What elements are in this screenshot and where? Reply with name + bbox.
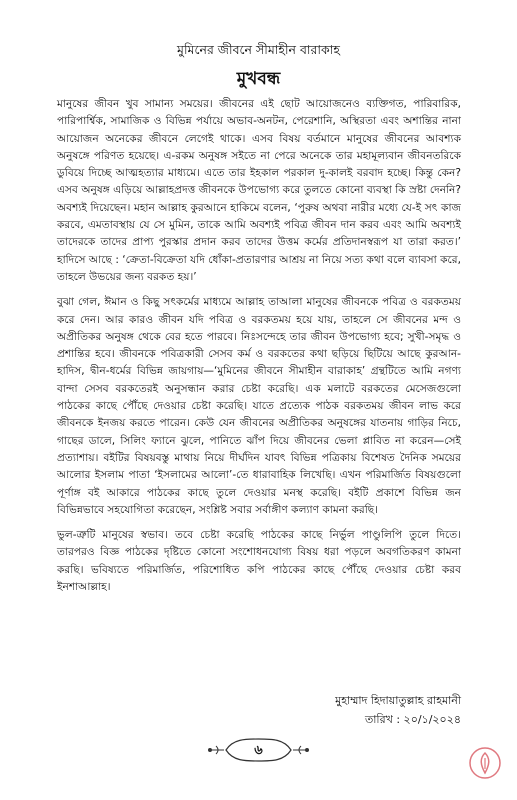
signature-date: তারিখ : ২০/১/২০২৪ <box>364 713 461 726</box>
page-number: ৬ <box>254 743 263 758</box>
paragraph-1: মানুষের জীবন খুব সামান্য সময়ের। জীবনের এই ছোট আয়োজনেও ব্যক্তিগত, পারিবারিক, পারিপার্শ্বিক, সামাজিক ও বিভিন্ন পর্যায়ে অভাব-অনটন, পেরেশানি, অস্থিরতা এবং অশান্তির নানা আয়োজন অনেকের জীবনে লেগেই থাকে। এসব বিষয় বর্তমানে মানুষের জীবনের আবশ্যক অনুষঙ্গে পরিণত হয়েছে। এ-রকম অনুষঙ্গ সইতে না পেরে অনেকে তার মহামূল্যবান জীবনতরিকে ডুবিয়ে দিচ্ছে আত্মহত্যার মাধ্যমে। এতে তার ইহকাল পরকাল দু-কালই বরবাদ হচ্ছে। কিন্তু কেন? এসব অনুষঙ্গ এড়িয়ে আল্লাহপ্রদত্ত জীবনকে উপভোগ্য করে তুলতে কোনো ব্যবস্থা কি স্রষ্টা দেননি? অবশ্যই দিয়েছেন। মহান আল্লাহ কুরআনে হাকিমে বলেন, ‘পুরুষ অথবা নারীর মধ্যে যে-ই সৎ কাজ করবে, এমতাবস্থায় যে সে মুমিন, তাকে আমি অবশ্যই পবিত্র জীবন দান করব এবং আমি অবশ্যই তাদেরকে তাদের প্রাপ্য পুরস্কার প্রদান করব তাদের উত্তম কর্মের প্রতিদানস্বরূপ যা তারা করত।’ হাদিসে আছে : ‘ক্রেতা-বিক্রেতা যদি ধোঁকা-প্রতারণার আশ্রয় না নিয়ে সত্য কথা বলে ব্যাবসা করে, তাহলে উভয়ের জন্য বরকত হয়।’ <box>57 98 461 283</box>
publisher-logo-icon <box>468 746 502 780</box>
page-number-ornament <box>0 735 517 765</box>
author-signature: মুহাম্মাদ হিদায়াতুল্লাহ রাহমানী <box>335 694 461 707</box>
running-header: মুমিনের জীবনে সীমাহীন বারাকাহ <box>177 42 340 57</box>
paragraph-2: বুঝা গেল, ঈমান ও কিছু সৎকর্মের মাধ্যমে আল্লাহ তাআলা মানুষের জীবনকে পবিত্র ও বরকতময় করে দেন। আর কারও জীবন যদি পবিত্র ও বরকতময় হয়ে যায়, তাহলে সে জীবনের মন্দ ও অপ্রীতিকর অনুষঙ্গ থেকে বের হতে পারবে। নিঃসন্দেহে তার জীবন উপভোগ্য হবে; সুখী-সমৃদ্ধ ও প্রশান্তির হবে। জীবনকে পবিত্রকারী সেসব কর্ম ও বরকতের কথা ছড়িয়ে ছিটিয়ে আছে কুরআন-হাদিস, দ্বীন-ধর্মের বিভিন্ন জায়গায়—‘মুমিনের জীবনে সীমাহীন বারাকাহ’ গ্রন্থটিতে আমি নগণ্য বান্দা সেসব বরকতেরই অনুসন্ধান করার চেষ্টা করেছি। এক মলাটে বরকতের মেসেজগুলো পাঠকের কাছে পৌঁছে দেওয়ার চেষ্টা করেছি। যাতে প্রত্যেক পাঠক বরকতময় জীবন লাভ করে জীবনকে ইনজয় করতে পারেন। কেউ যেন জীবনের অপ্রীতিকর অনুষঙ্গের যাতনায় গাড়ির নিচে, গাছের ডালে, সিলিং ফ্যানে ঝুলে, পানিতে ঝাঁপ দিয়ে জীবনের ভেলা প্লাবিত না করেন—সেই প্রত্যাশায়। বইটির বিষয়বস্তু মাথায় নিয়ে দীর্ঘদিন যাবৎ বিভিন্ন পত্রিকায় বিশেষত দৈনিক সময়ের আলোর ইসলাম পাতা ‘ইসলামের আলো’-তে ধারাবাহিক লিখেছি। এখন পরিমার্জিত বিষয়গুলো পূর্ণাঙ্গ বই আকারে পাঠকের কাছে তুলে দেওয়ার মনস্থ করেছি। বইটি প্রকাশে বিভিন্ন জন বিভিন্নভাবে সহযোগিতা করেছেন, সংশ্লিষ্ট সবার সর্বাঙ্গীণ কল্যাণ কামনা করছি। <box>57 296 461 516</box>
paragraph-3: ভুল-ত্রুটি মানুষের স্বভাব। তবে চেষ্টা করেছি পাঠকের কাছে নির্ভুল পাণ্ডুলিপি তুলে দিতে। তারপরও বিজ্ঞ পাঠকের দৃষ্টিতে কোনো সংশোধনযোগ্য বিষয় ধরা পড়লে অবগতিকরণ কামনা করছি। ভবিষ্যতে পরিমার্জিত, পরিশোধিত কপি পাঠকের কাছে পৌঁছে দেওয়ার চেষ্টা করব ইনশাআল্লাহ। <box>57 529 461 594</box>
page-title: মুখবন্ধ <box>236 69 281 89</box>
body-text <box>57 96 461 604</box>
